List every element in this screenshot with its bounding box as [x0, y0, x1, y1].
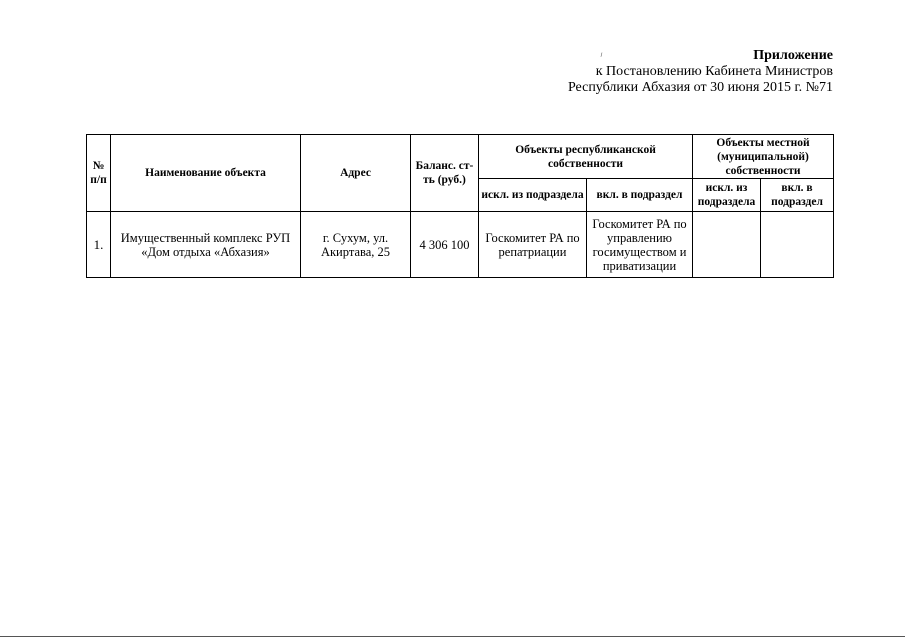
pen-mark: ⸝	[596, 47, 605, 59]
header-name: Наименование объекта	[111, 135, 301, 212]
appendix-line-2: Республики Абхазия от 30 июня 2015 г. №71	[567, 80, 833, 95]
header-rep-excl: искл. из подраздела	[479, 179, 587, 212]
cell-balance: 4 306 100	[411, 212, 479, 278]
cell-num: 1.	[87, 212, 111, 278]
cell-loc-incl	[761, 212, 834, 278]
cell-rep-incl: Госкомитет РА по управлению госимуществом и приватизации	[587, 212, 693, 278]
table-row	[87, 212, 834, 278]
appendix-line-1: к Постановлению Кабинета Министров	[595, 64, 833, 79]
cell-name: Имущественный комплекс РУП «Дом отдыха «Абхазия»	[111, 212, 301, 278]
header-loc-incl: вкл. в подраздел	[761, 179, 834, 212]
header-local-group: Объекты местной (муниципальной) собственности	[693, 135, 834, 179]
header-rep-incl: вкл. в подраздел	[587, 179, 693, 212]
header-loc-excl: искл. из подраздела	[693, 179, 761, 212]
header-balance: Баланс. ст-ть (руб.)	[411, 135, 479, 212]
header-address: Адрес	[301, 135, 411, 212]
header-num: № п/п	[87, 135, 111, 212]
cell-address: г. Сухум, ул. Акиртава, 25	[301, 212, 411, 278]
objects-table	[86, 134, 834, 278]
appendix-title: Приложение	[753, 48, 833, 63]
header-republic-group: Объекты республиканской собственности	[479, 135, 693, 179]
cell-rep-excl: Госкомитет РА по репатриации	[479, 212, 587, 278]
scan-edge-line	[0, 636, 905, 637]
cell-loc-excl	[693, 212, 761, 278]
appendix-header	[568, 48, 833, 96]
